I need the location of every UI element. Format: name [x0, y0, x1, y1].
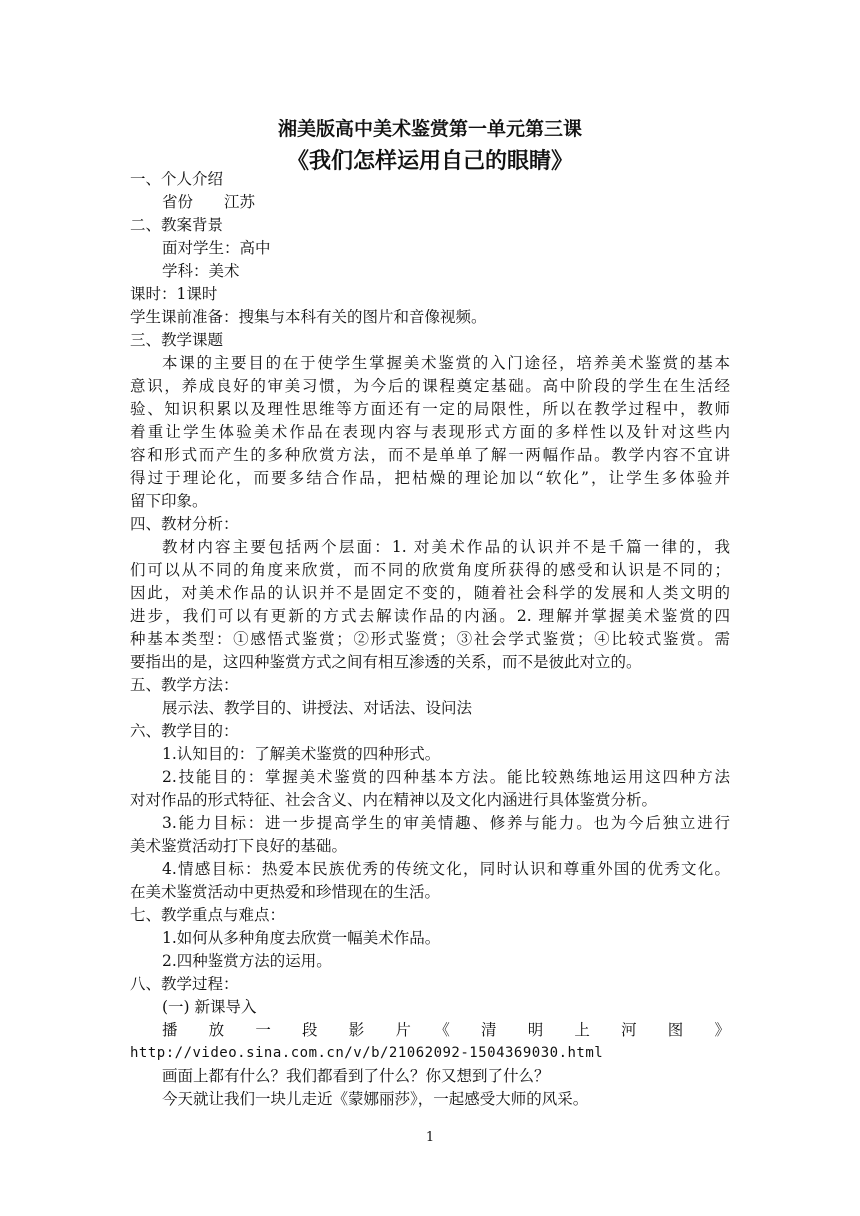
paragraph-line: 意识，养成良好的审美习惯，为今后的课程奠定基础。高中阶段的学生在生活经 — [130, 377, 730, 395]
text-line: 学科：美术 — [162, 262, 240, 280]
paragraph-line: 着重让学生体验美术作品在表现内容与表现形式方面的多样性以及针对这些内 — [130, 423, 730, 441]
text-line: (一) 新课导入 — [162, 998, 257, 1016]
paragraph-line: 本课的主要目的在于使学生掌握美术鉴赏的入门途径，培养美术鉴赏的基本 — [162, 354, 730, 372]
paragraph-line: 因此，对美术作品的认识并不是固定不变的，随着社会科学的发展和人类文明的 — [130, 584, 730, 602]
paragraph-line: 在美术鉴赏活动中更热爱和珍惜现在的生活。 — [130, 883, 441, 901]
page-number: 1 — [425, 1130, 435, 1145]
text-line: 2.四种鉴赏方法的运用。 — [162, 952, 332, 970]
section-heading: 八、教学过程： — [130, 975, 239, 993]
paragraph-line: 美术鉴赏活动打下良好的基础。 — [130, 837, 348, 855]
text-line: 省份 江苏 — [162, 193, 256, 211]
text-line: 播 放 一 段 影 片 《 清 明 上 河 图 》 — [162, 1021, 730, 1039]
section-heading: 一、个人介绍 — [130, 170, 224, 188]
paragraph-line: 对对作品的形式特征、社会含义、内在精神以及文化内涵进行具体鉴赏分析。 — [130, 791, 658, 809]
text-line: 课时：1课时 — [130, 285, 218, 303]
section-heading: 四、教材分析： — [130, 515, 239, 533]
text-line: 面对学生：高中 — [162, 239, 271, 257]
video-url-link[interactable]: http://video.sina.com.cn/v/b/21062092-1504369030.html — [130, 1045, 604, 1061]
section-heading: 三、教学课题 — [130, 331, 224, 349]
section-heading: 六、教学目的： — [130, 722, 239, 740]
paragraph-line: 留下印象。 — [130, 492, 208, 510]
text-line: 展示法、教学目的、讲授法、对话法、设问法 — [162, 699, 473, 717]
paragraph-line: 容和形式而产生的多种欣赏方法，而不是单单了解一两幅作品。教学内容不宜讲 — [130, 446, 730, 464]
text-line: 今天就让我们一块儿走近《蒙娜丽莎》，一起感受大师的风采。 — [162, 1090, 589, 1108]
paragraph-line: 种基本类型：①感悟式鉴赏；②形式鉴赏；③社会学式鉴赏；④比较式鉴赏。需 — [130, 630, 730, 648]
text-line: 1.认知目的：了解美术鉴赏的四种形式。 — [162, 745, 441, 763]
paragraph-line: 4.情感目标：热爱本民族优秀的传统文化，同时认识和尊重外国的优秀文化。 — [162, 860, 730, 878]
section-heading: 七、教学重点与难点： — [130, 906, 286, 924]
text-line: 学生课前准备：搜集与本科有关的图片和音像视频。 — [130, 308, 487, 326]
section-heading: 五、教学方法： — [130, 676, 239, 694]
paragraph-line: 得过于理论化，而要多结合作品，把枯燥的理论加以“软化”，让学生多体验并 — [130, 469, 730, 487]
paragraph-line: 们可以从不同的角度来欣赏，而不同的欣赏角度所获得的感受和认识是不同的； — [130, 561, 730, 579]
section-heading: 二、教案背景 — [130, 216, 224, 234]
paragraph-line: 2.技能目的：掌握美术鉴赏的四种基本方法。能比较熟练地运用这四种方法 — [162, 768, 730, 786]
paragraph-line: 要指出的是，这四种鉴赏方式之间有相互渗透的关系，而不是彼此对立的。 — [130, 653, 642, 671]
paragraph-line: 验、知识积累以及理性思维等方面还有一定的局限性，所以在教学过程中，教师 — [130, 400, 730, 418]
document-title: 湘美版高中美术鉴赏第一单元第三课 — [277, 118, 582, 140]
paragraph-line: 教材内容主要包括两个层面：1. 对美术作品的认识并不是千篇一律的，我 — [162, 538, 730, 556]
paragraph-line: 3.能力目标：进一步提高学生的审美情趣、修养与能力。也为今后独立进行 — [162, 814, 730, 832]
text-line: 1.如何从多种角度去欣赏一幅美术作品。 — [162, 929, 441, 947]
paragraph-line: 进步，我们可以有更新的方式去解读作品的内涵。2. 理解并掌握美术鉴赏的四 — [130, 607, 730, 625]
document-subtitle: 《我们怎样运用自己的眼睛》 — [286, 149, 573, 174]
text-line: 画面上都有什么？我们都看到了什么？你又想到了什么？ — [162, 1067, 550, 1085]
